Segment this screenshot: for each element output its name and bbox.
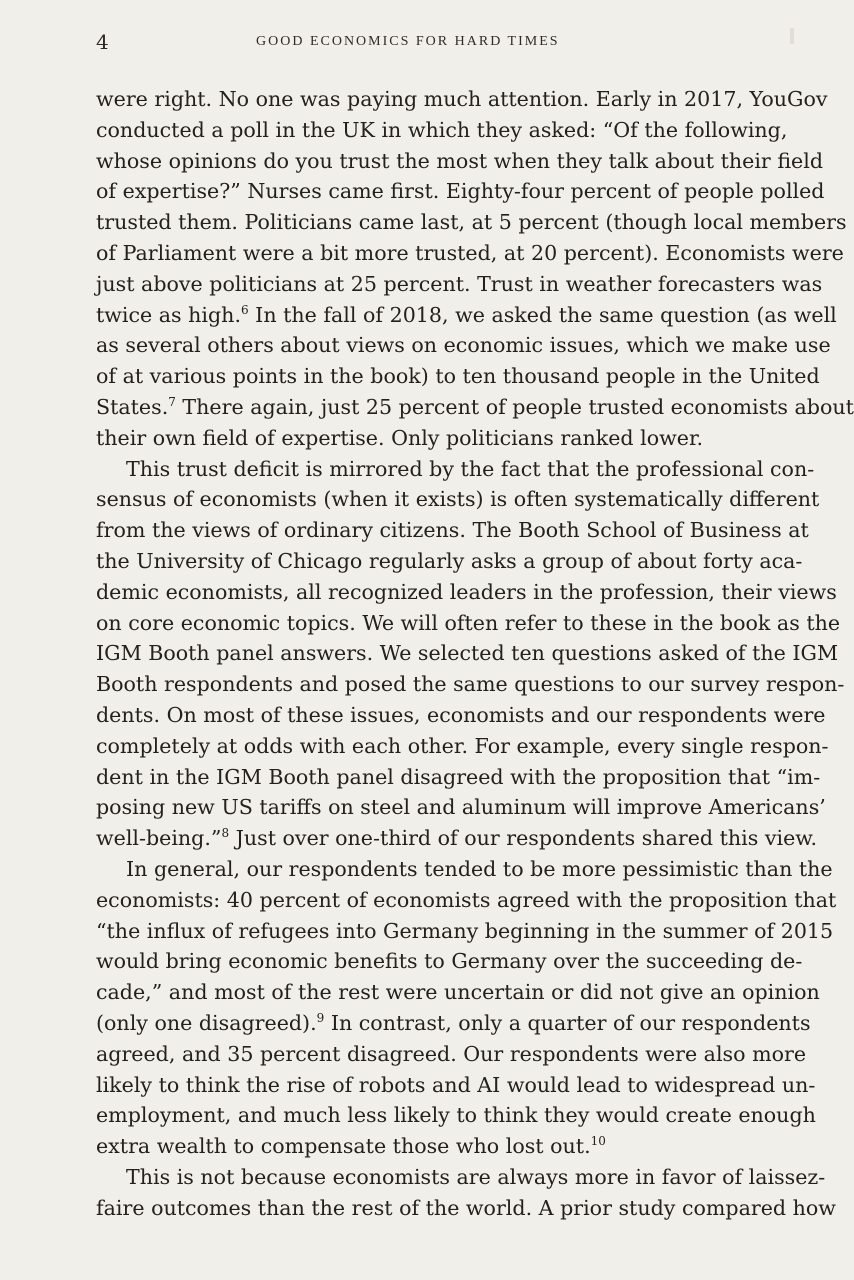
body-text	[96, 84, 854, 1223]
text-line: sensus of economists (when it exists) is often systematically different	[96, 487, 820, 512]
text-fragment: well-being.”	[96, 826, 222, 851]
text-line: cade,” and most of the rest were uncertain or did not give an opinion	[96, 980, 820, 1005]
footnote-ref: 6	[241, 302, 249, 317]
text-line: In general, our respondents tended to be more pessimistic than the	[126, 856, 833, 881]
text-line: completely at odds with each other. For example, every single respon-	[96, 733, 829, 758]
text-line: of expertise?” Nurses came first. Eighty-four percent of people polled	[96, 179, 825, 204]
text-fragment: In contrast, only a quarter of our respondents	[324, 1010, 811, 1035]
footnote-ref: 9	[316, 1011, 325, 1026]
text-line	[96, 823, 817, 854]
text-line: would bring economic benefits to Germany over the succeeding de-	[96, 949, 803, 974]
text-line	[96, 392, 854, 423]
text-line: employment, and much less likely to think they would create enough	[96, 1103, 816, 1128]
page-number: 4	[96, 30, 109, 54]
text-line: on core economic topics. We will often refer to these in the book as the	[96, 610, 841, 635]
text-line: This is not because economists are always more in favor of laissez-	[126, 1164, 826, 1189]
text-fragment: There again, just 25 percent of people trusted economists about	[175, 394, 854, 419]
text-fragment: In the fall of 2018, we asked the same question (as well	[248, 302, 837, 327]
text-line: conducted a poll in the UK in which they asked: “Of the following,	[96, 117, 788, 142]
text-line: posing new US tariffs on steel and aluminum will improve Americans’	[96, 795, 826, 820]
text-line: whose opinions do you trust the most when they talk about their field	[96, 148, 824, 173]
text-line: were right. No one was paying much attention. Early in 2017, YouGov	[96, 87, 828, 111]
running-title: GOOD ECONOMICS FOR HARD TIMES	[256, 34, 560, 49]
text-fragment: (only one disagreed).	[96, 1010, 317, 1035]
text-line: trusted them. Politicians came last, at 5 percent (though local members	[96, 210, 847, 235]
text-line: of at various points in the book) to ten thousand people in the United	[96, 364, 820, 389]
text-line: just above politicians at 25 percent. Trust in weather forecasters was	[96, 271, 823, 296]
footnote-ref: 10	[590, 1134, 606, 1149]
page-edge-mark	[790, 28, 794, 44]
text-fragment: Just over one-third of our respondents shared this view.	[229, 826, 817, 851]
text-line: “the influx of refugees into Germany beginning in the summer of 2015	[96, 918, 834, 943]
text-fragment: extra wealth to compensate those who lost out.	[96, 1134, 591, 1159]
text-line: This trust deficit is mirrored by the fact that the professional con-	[126, 456, 815, 481]
text-line	[96, 300, 837, 331]
text-line: demic economists, all recognized leaders in the profession, their views	[96, 579, 837, 604]
text-line: as several others about views on economic issues, which we make use	[96, 333, 831, 358]
text-line: economists: 40 percent of economists agreed with the proposition that	[96, 887, 837, 912]
text-line: dents. On most of these issues, economists and our respondents were	[96, 702, 826, 727]
text-line: likely to think the rise of robots and AI would lead to widespread un-	[96, 1072, 816, 1097]
text-line: their own field of expertise. Only politicians ranked lower.	[96, 425, 704, 450]
text-line: IGM Booth panel answers. We selected ten questions asked of the IGM	[96, 641, 839, 666]
text-line: Booth respondents and posed the same questions to our survey respon-	[96, 672, 845, 697]
text-line: dent in the IGM Booth panel disagreed with the proposition that “im-	[96, 764, 821, 789]
running-header	[96, 30, 766, 58]
text-line	[96, 1008, 811, 1039]
text-line	[96, 1131, 766, 1162]
text-fragment: States.	[96, 394, 169, 419]
text-line: from the views of ordinary citizens. The Booth School of Business at	[96, 518, 809, 543]
text-line: agreed, and 35 percent disagreed. Our respondents were also more	[96, 1041, 807, 1066]
text-line: of Parliament were a bit more trusted, at 20 percent). Economists were	[96, 240, 844, 265]
text-line: the University of Chicago regularly asks a group of about forty aca-	[96, 548, 803, 573]
footnote-ref: 7	[168, 395, 176, 410]
text-fragment: twice as high.	[96, 302, 241, 327]
footnote-ref: 8	[221, 826, 230, 841]
text-line: faire outcomes than the rest of the world. A prior study compared how	[96, 1195, 836, 1220]
